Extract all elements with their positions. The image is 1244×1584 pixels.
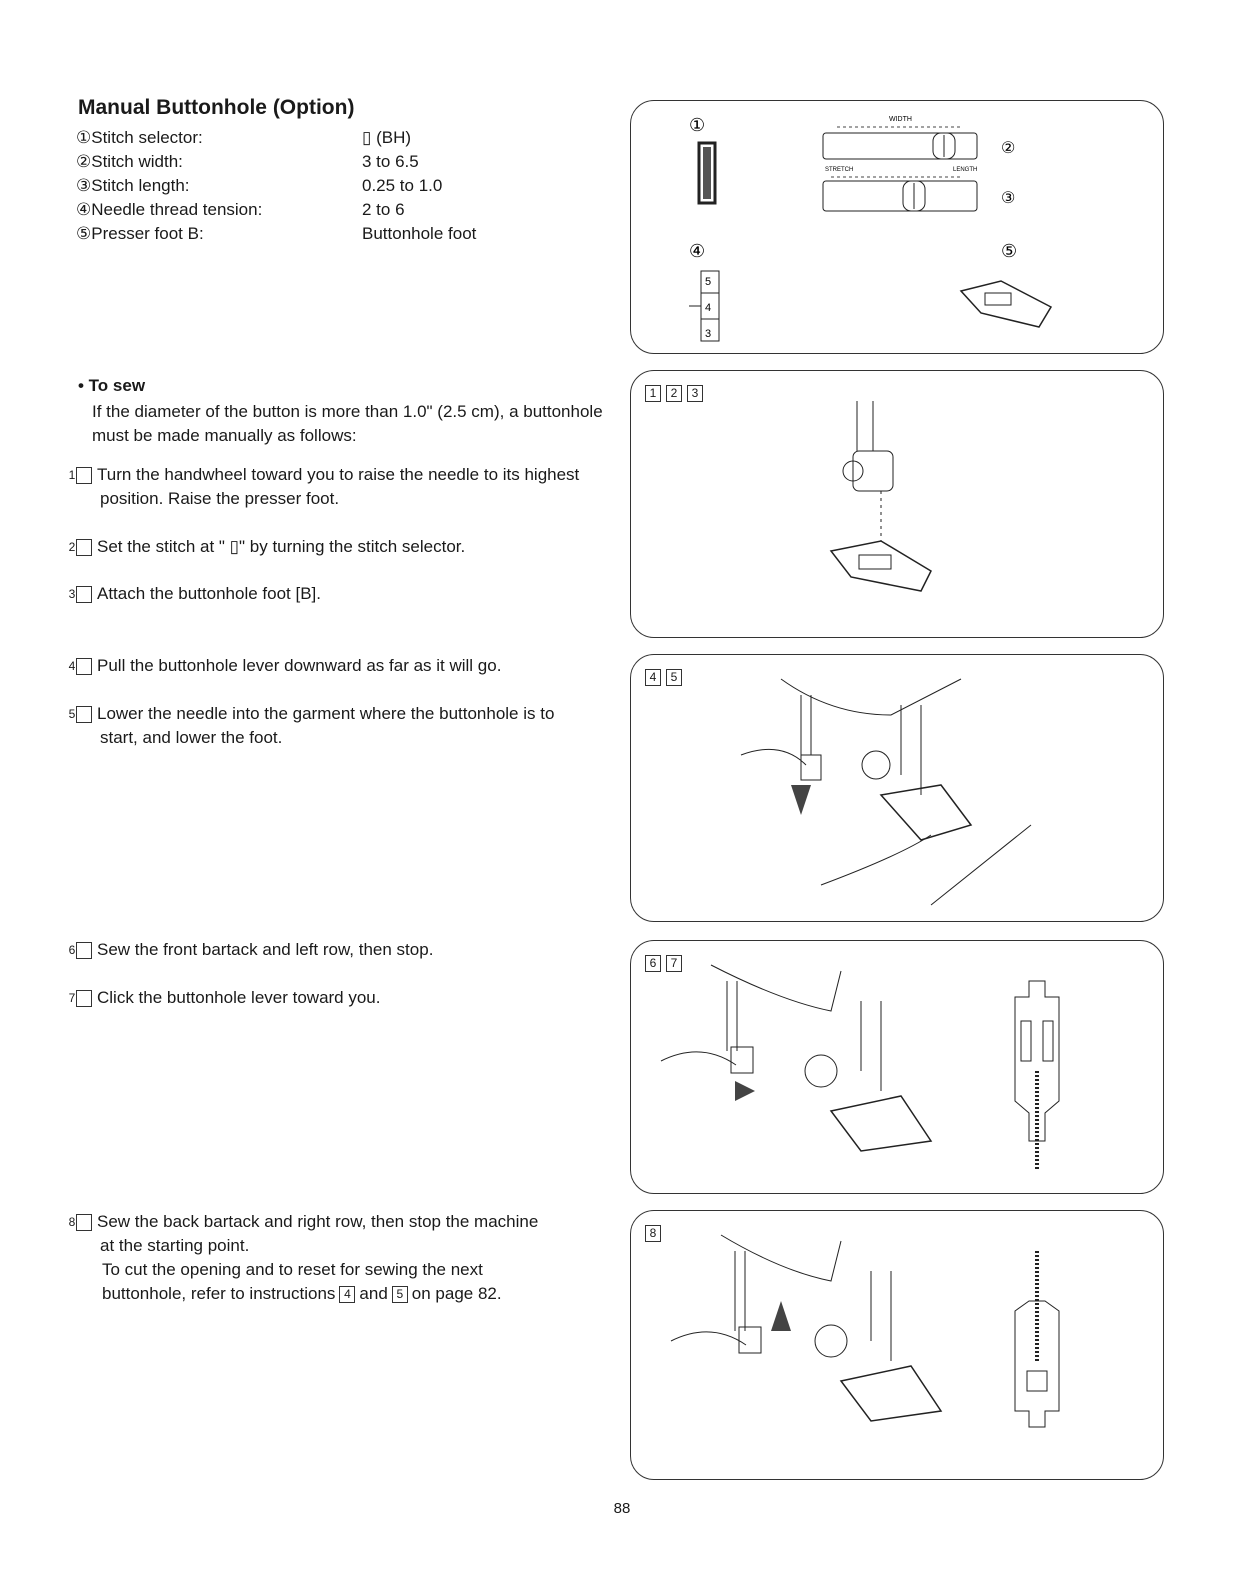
ref-box: 5 (392, 1286, 408, 1303)
step-number-box: 5 (76, 706, 92, 723)
page-number: 88 (613, 1500, 631, 1517)
step-number-box: 8 (76, 1214, 92, 1231)
panel-step-box: 3 (687, 385, 703, 402)
panel-step-box: 5 (666, 669, 682, 686)
hand-outline (661, 1052, 736, 1065)
step-6 (68, 938, 596, 962)
step-6-7-illustration-panel (630, 940, 1164, 1194)
tension-5: 5 (705, 276, 712, 288)
panel-step-box: 4 (645, 669, 661, 686)
buttonhole-foot-icon (831, 1096, 931, 1151)
stitch-diagram-left-bar (1021, 1021, 1031, 1061)
setting-value: 3 to 6.5 (362, 152, 419, 171)
setting-num: ④ (76, 200, 92, 219)
machine-arm-outline (711, 965, 841, 1011)
note-text: and (359, 1284, 388, 1303)
length-label: LENGTH (953, 167, 978, 173)
setting-stitch-length (76, 174, 476, 198)
lever-tab (739, 1327, 761, 1353)
presser-foot-b-slot (985, 293, 1011, 305)
setting-stitch-selector (76, 126, 476, 150)
step-1-3-illustration-panel (630, 370, 1164, 638)
buttonhole-foot-slot (859, 555, 891, 569)
clamp-screw-icon (805, 1055, 837, 1087)
step-text: Attach the buttonhole foot [B]. (97, 584, 321, 603)
setting-value: 0.25 to 1.0 (362, 176, 443, 195)
callout-5: ⑤ (1001, 241, 1018, 261)
bh-stitch-fill (703, 147, 711, 199)
step-4 (68, 654, 596, 678)
length-dial (823, 181, 977, 211)
buttonhole-foot-icon (831, 541, 931, 591)
attach-foot-illustration (631, 371, 1163, 637)
down-arrow-icon (791, 785, 811, 815)
panel-step-box: 1 (645, 385, 661, 402)
panel-step-box: 7 (666, 955, 682, 972)
panel-step-box: 8 (645, 1225, 661, 1242)
step-text: Sew the back bartack and right row, then stop the machine at the starting point. (97, 1212, 539, 1255)
setting-presser-foot (76, 222, 476, 246)
step-text: Turn the handwheel toward you to raise the needle to its highest position. Raise the presser foot. (97, 465, 580, 508)
step-text: Pull the buttonhole lever downward as far as it will go. (97, 656, 502, 675)
setting-value: 2 to 6 (362, 200, 405, 219)
note-text: on page 82. (411, 1284, 502, 1303)
setting-num: ② (76, 152, 92, 171)
setting-value: ▯ (BH) (362, 128, 412, 147)
ref-box: 4 (339, 1286, 355, 1303)
step-number-box: 4 (76, 658, 92, 675)
settings-illustration (631, 101, 1163, 353)
setting-num: ⑤ (76, 224, 92, 243)
tension-3: 3 (705, 328, 712, 340)
panel-step-box: 2 (666, 385, 682, 402)
setting-label: Needle thread tension: (91, 200, 263, 219)
step-text: Lower the needle into the garment where the buttonhole is to start, and lower the foot. (97, 704, 555, 747)
lever-tab (801, 755, 821, 780)
step-8-illustration-panel (630, 1210, 1164, 1480)
step-5 (68, 702, 596, 750)
note-text: To cut the opening and to reset for sewing the next buttonhole, refer to instructions (102, 1260, 483, 1303)
stretch-label: STRETCH (825, 167, 854, 173)
setting-label: Stitch selector: (91, 128, 203, 147)
lever-down-illustration (631, 655, 1163, 921)
setting-label: Presser foot B: (91, 224, 204, 243)
width-label: WIDTH (889, 116, 912, 123)
step-8 (68, 1210, 556, 1306)
back-bartack-illustration (631, 1211, 1163, 1479)
to-sew-heading: • To sew (78, 376, 146, 395)
callout-3: ③ (1001, 190, 1016, 207)
step-2 (68, 535, 596, 559)
settings-list (76, 126, 476, 246)
lever-tab (731, 1047, 753, 1073)
stitch-diagram-right-bar (1043, 1021, 1053, 1061)
clamp-screw-icon (862, 751, 890, 779)
setting-label: Stitch width: (91, 152, 183, 171)
step-7 (68, 986, 596, 1010)
machine-arm-outline (721, 1235, 841, 1281)
step-number-box: 3 (76, 586, 92, 603)
panel-step-box: 6 (645, 955, 661, 972)
step-number-box: 1 (76, 467, 92, 484)
step-4-5-illustration-panel (630, 654, 1164, 922)
machine-arm-outline (781, 679, 961, 715)
page-title: Manual Buttonhole (Option) (78, 96, 355, 119)
presser-bar-clamp (853, 451, 893, 491)
garment-edge (931, 825, 1031, 905)
up-arrow-icon (771, 1301, 791, 1331)
callout-1: ① (689, 115, 706, 135)
setting-num: ① (76, 128, 92, 147)
step-number-box: 6 (76, 942, 92, 959)
step-text: Click the buttonhole lever toward you. (97, 988, 381, 1007)
hand-outline (671, 1332, 746, 1345)
stitch-diagram-bartack (1027, 1371, 1047, 1391)
setting-num: ③ (76, 176, 92, 195)
buttonhole-foot-icon (841, 1366, 941, 1421)
settings-illustration-panel (630, 100, 1164, 354)
front-bartack-illustration (631, 941, 1163, 1193)
step-3 (68, 582, 596, 606)
step-number-box: 7 (76, 990, 92, 1007)
presser-foot-b-icon (961, 281, 1051, 327)
hand-outline (741, 749, 806, 765)
toward-arrow-icon (735, 1081, 755, 1101)
setting-label: Stitch length: (91, 176, 190, 195)
tension-4: 4 (705, 302, 712, 314)
callout-4: ④ (689, 241, 706, 261)
step-text: Set the stitch at " ▯" by turning the stitch selector. (97, 537, 466, 556)
step-number-box: 2 (76, 539, 92, 556)
setting-stitch-width (76, 150, 476, 174)
step-1 (68, 463, 596, 511)
garment-edge (821, 835, 931, 885)
step-text: Sew the front bartack and left row, then stop. (97, 940, 434, 959)
buttonhole-foot-icon (881, 785, 971, 840)
clamp-screw-icon (815, 1325, 847, 1357)
to-sew-intro: If the diameter of the button is more than 1.0" (2.5 cm), a buttonhole must be made manually as follows: (92, 402, 603, 445)
setting-value: Buttonhole foot (362, 224, 477, 243)
step-8-note (76, 1258, 542, 1306)
setting-thread-tension (76, 198, 476, 222)
callout-2: ② (1001, 140, 1016, 157)
